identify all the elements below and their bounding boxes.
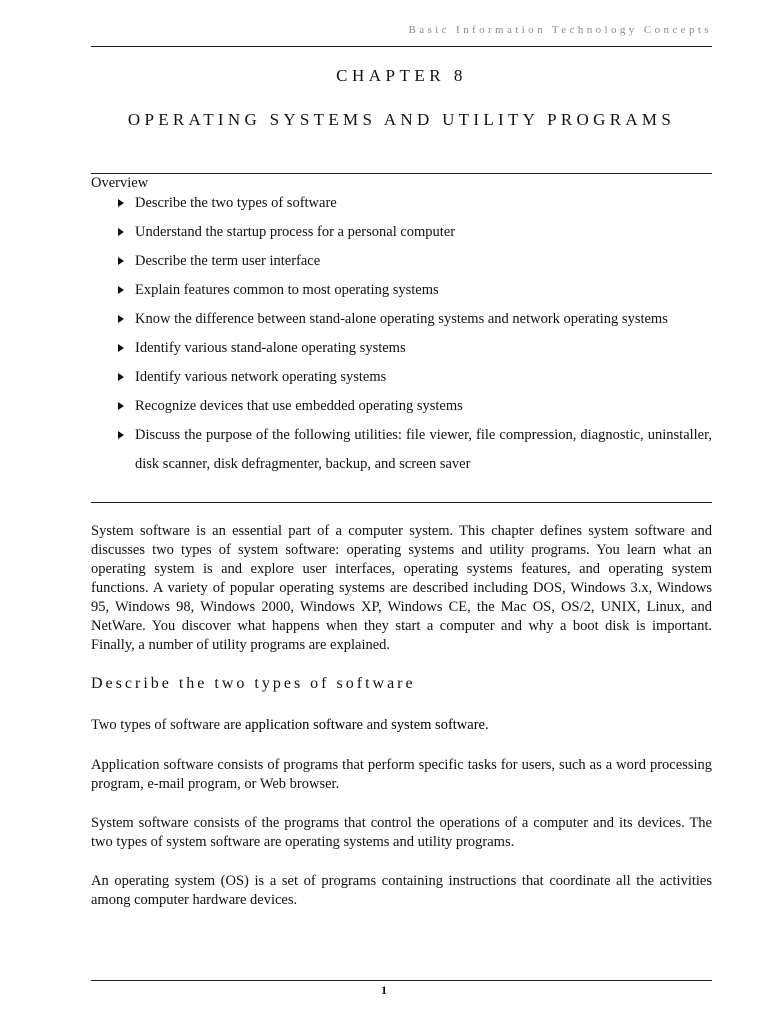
triangle-bullet-icon <box>118 344 124 352</box>
triangle-bullet-icon <box>118 431 124 439</box>
triangle-bullet-icon <box>118 315 124 323</box>
chapter-title: OPERATING SYSTEMS AND UTILITY PROGRAMS <box>127 110 676 129</box>
list-item <box>118 222 712 242</box>
list-item-text: Know the difference between stand-alone operating systems and network operating systems <box>135 311 668 327</box>
footer-rule <box>91 980 712 981</box>
overview-bottom-rule <box>91 502 712 503</box>
list-item <box>118 251 712 271</box>
running-header: Basic Information Technology Concepts <box>408 24 712 36</box>
list-item-text: Understand the startup process for a personal computer <box>135 224 456 240</box>
triangle-bullet-icon <box>118 199 124 207</box>
objectives-list <box>118 193 712 488</box>
header-rule <box>91 46 712 47</box>
triangle-bullet-icon <box>118 373 124 381</box>
text-run: and <box>362 717 392 733</box>
page-number: 1 <box>381 983 387 997</box>
list-item-text: Identify various stand-alone operating systems <box>135 340 406 356</box>
list-item <box>118 338 712 358</box>
list-item-text: Discuss the purpose of the following utilities: file viewer, file compression, diagnostic, uninstaller, disk scanner, disk defragmenter, backup, and screen saver <box>135 427 712 472</box>
overview-heading: Overview <box>91 175 149 191</box>
triangle-bullet-icon <box>118 402 124 410</box>
chapter-number: CHAPTER 8 <box>336 66 467 85</box>
intro-paragraph: System software is an essential part of a computer system. This chapter defines system software and discusses two types of system software: operating systems and utility programs. You learn what an operating system is and explore user interfaces, operating systems features, and operating system functions. A variety of popular operating systems are described including DOS, Windows 3.x, Windows 95, Windows 98, Windows 2000, Windows XP, Windows CE, the Mac OS, OS/2, UNIX, Linux, and NetWare. You discover what happens when they start a computer and why a boot disk is important. Finally, a number of utility programs are explained. <box>91 523 712 653</box>
list-item <box>118 193 712 213</box>
list-item-text: Describe the two types of software <box>135 195 337 211</box>
list-item-text: Explain features common to most operating systems <box>135 282 439 298</box>
paragraph-application-software: Application software consists of programs that perform specific tasks for users, such as a word processing program, e-mail program, or Web browser. <box>91 757 712 792</box>
list-item <box>118 367 712 387</box>
term-application-software: application software <box>245 717 363 733</box>
paragraph-system-software: System software consists of the programs that control the operations of a computer and its devices. The two types of system software are operating systems and utility programs. <box>91 815 712 850</box>
paragraph-software-types <box>91 716 712 735</box>
section-heading: Describe the two types of software <box>91 675 416 692</box>
list-item <box>118 309 712 329</box>
list-item <box>118 280 712 300</box>
list-item-text: Identify various network operating systems <box>135 369 387 385</box>
triangle-bullet-icon <box>118 228 124 236</box>
overview-top-rule <box>91 173 712 174</box>
triangle-bullet-icon <box>118 257 124 265</box>
term-system-software: system software <box>391 717 485 733</box>
triangle-bullet-icon <box>118 286 124 294</box>
text-run: . <box>484 717 489 733</box>
text-run: Two types of software are <box>91 717 245 733</box>
list-item <box>118 396 712 416</box>
list-item <box>118 421 712 479</box>
list-item-text: Describe the term user interface <box>135 253 321 269</box>
list-item-text: Recognize devices that use embedded operating systems <box>135 398 463 414</box>
paragraph-operating-system: An operating system (OS) is a set of programs containing instructions that coordinate all the activities among computer hardware devices. <box>91 873 712 908</box>
